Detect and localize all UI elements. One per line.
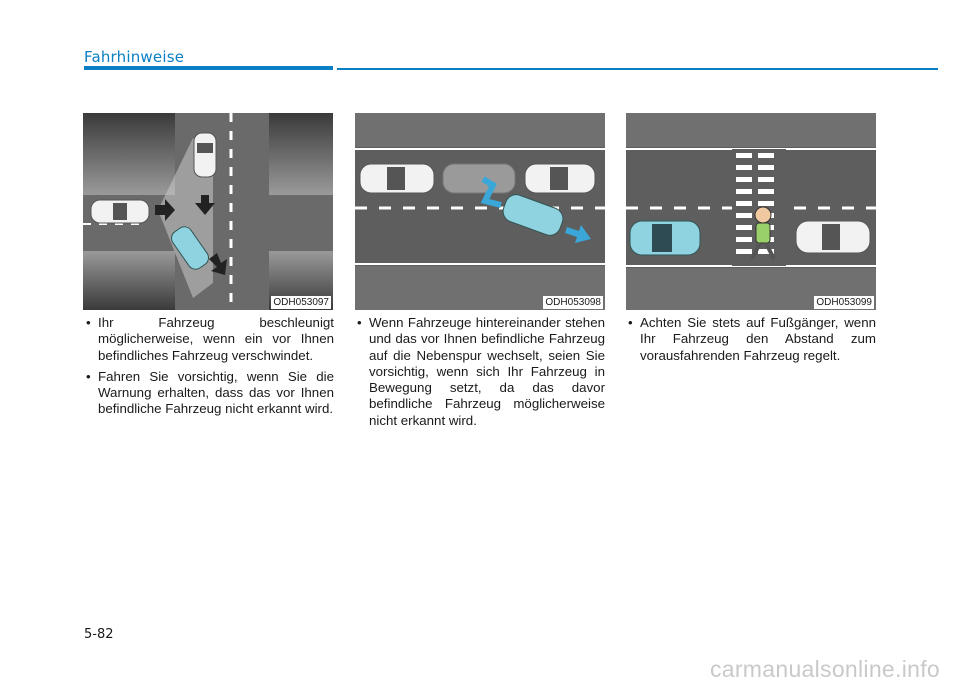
- bullet-item: [626, 315, 876, 364]
- car-front-white: [194, 133, 216, 177]
- figure-label: ODH053097: [273, 297, 329, 308]
- pedestrian-illustration: [626, 113, 876, 310]
- lane-change-illustration: [355, 113, 605, 310]
- figure-intersection: [83, 113, 333, 310]
- bullet-item: [355, 315, 605, 429]
- header-rule-thick: [84, 66, 333, 70]
- text-column-2: [355, 315, 605, 434]
- text-column-3: [626, 315, 876, 369]
- bullet-text: Ihr Fahrzeug beschleunigt möglicherweise, wenn ein vor Ihnen befindliches Fahrzeug verschwindet.: [98, 315, 334, 363]
- car-ghost-gray: [443, 164, 515, 193]
- bullet-text: Wenn Fahrzeuge hintereinander stehen und das vor Ihnen befindliche Fahrzeug auf die Nebenspur wechselt, seien Sie vorsichtig, wenn sich Ihr Fahrzeug in Bewegung setzt, da das davor befindliche Fahrzeug möglicherweise nicht erkannt wird.: [369, 315, 605, 428]
- bullet-dot-icon: •: [628, 315, 633, 330]
- figure-pedestrian: [626, 113, 876, 310]
- figure-label: ODH053098: [545, 297, 601, 308]
- bullet-text: Achten Sie stets auf Fußgänger, wenn Ihr Fahrzeug den Abstand zum vorausfahrenden Fahrzeug regelt.: [640, 315, 876, 363]
- bullet-text: Fahren Sie vorsichtig, wenn Sie die Warnung erhalten, dass das vor Ihnen befindliche Fahrzeug nicht erkannt wird.: [98, 368, 334, 417]
- bullet-item: [84, 315, 334, 364]
- bullet-dot-icon: •: [86, 368, 91, 384]
- watermark: carmanualsonline.info: [709, 656, 940, 682]
- section-title: Fahrhinweise: [84, 48, 185, 66]
- bullet-dot-icon: •: [357, 315, 362, 330]
- text-column-1: [84, 315, 334, 423]
- bullet-item: [84, 369, 334, 418]
- header-rule-thin: [337, 68, 938, 70]
- figure-lane-change: [355, 113, 605, 310]
- figure-label: ODH053099: [816, 297, 872, 308]
- intersection-illustration: [83, 113, 333, 310]
- page-number: 5-82: [84, 627, 114, 642]
- bullet-dot-icon: •: [86, 315, 91, 330]
